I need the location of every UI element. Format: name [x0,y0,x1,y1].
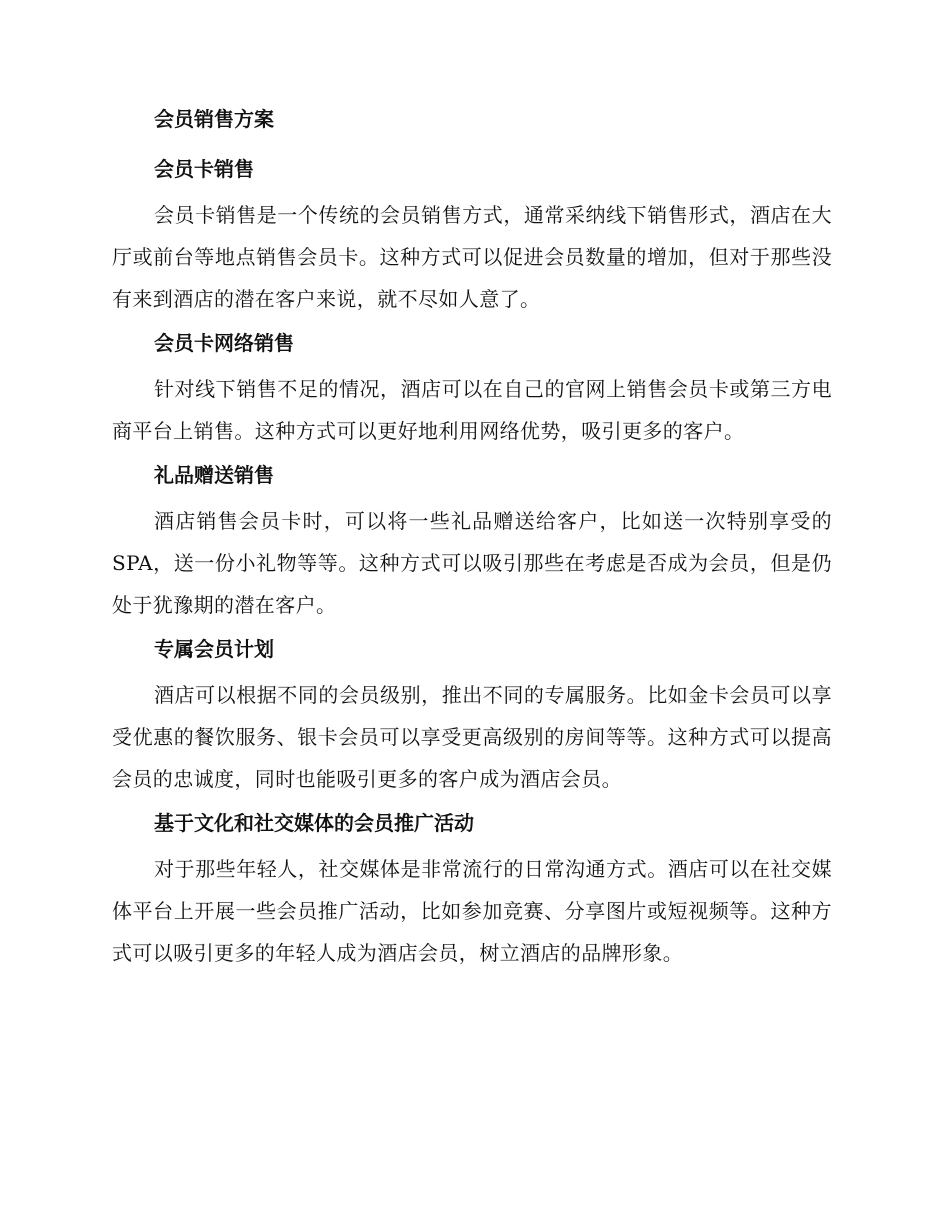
section-body-membership-card-sales: 会员卡销售是一个传统的会员销售方式，通常采纳线下销售形式，酒店在大厅或前台等地点销售会员卡。这种方式可以促进会员数量的增加，但对于那些没有来到酒店的潜在客户来说，就不尽如人意了。 [112,203,832,311]
section-body-exclusive-member-plan: 酒店可以根据不同的会员级别，推出不同的专属服务。比如金卡会员可以享受优惠的餐饮服务、银卡会员可以享受更高级别的房间等等。这种方式可以提高会员的忠诚度，同时也能吸引更多的客户成为酒店会员。 [112,683,832,791]
section-heading-membership-card-sales: 会员卡销售 [154,157,254,181]
section-heading-social-media-promotion: 基于文化和社交媒体的会员推广活动 [154,811,474,835]
document-title: 会员销售方案 [154,107,274,131]
section-heading-online-card-sales: 会员卡网络销售 [154,331,294,355]
section-body-social-media-promotion: 对于那些年轻人，社交媒体是非常流行的日常沟通方式。酒店可以在社交媒体平台上开展一些会员推广活动，比如参加竞赛、分享图片或短视频等。这种方式可以吸引更多的年轻人成为酒店会员，树立酒店的品牌形象。 [112,857,832,965]
section-body-online-card-sales: 针对线下销售不足的情况，酒店可以在自己的官网上销售会员卡或第三方电商平台上销售。这种方式可以更好地利用网络优势，吸引更多的客户。 [112,377,832,443]
section-heading-exclusive-member-plan: 专属会员计划 [154,637,274,661]
section-heading-gift-sales: 礼品赠送销售 [154,463,274,487]
section-body-gift-sales: 酒店销售会员卡时，可以将一些礼品赠送给客户，比如送一次特别享受的SPA，送一份小礼物等等。这种方式可以吸引那些在考虑是否成为会员，但是仍处于犹豫期的潜在客户。 [112,509,832,617]
document-page [112,104,832,974]
